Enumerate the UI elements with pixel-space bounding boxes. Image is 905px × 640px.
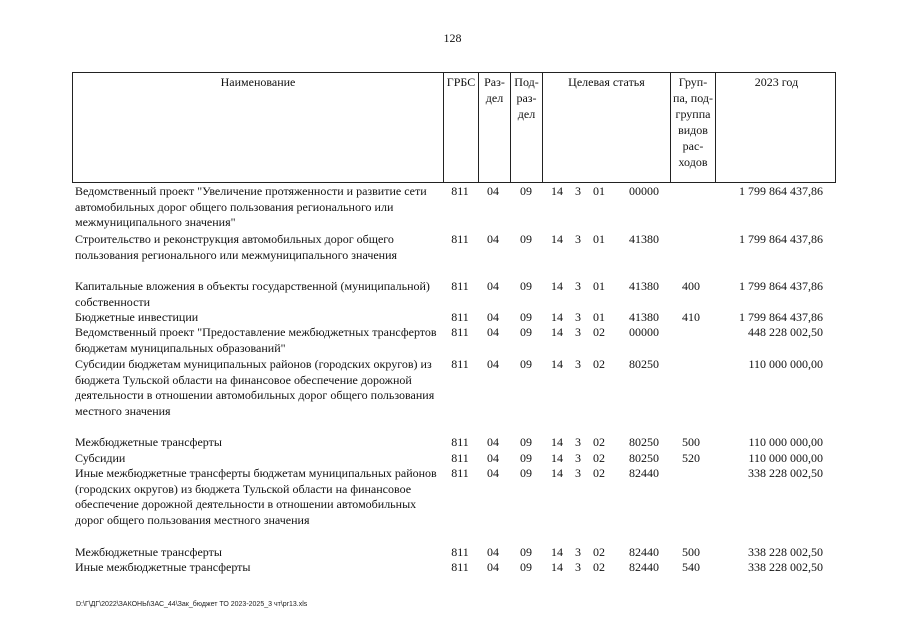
row-name: Бюджетные инвестиции (75, 310, 199, 324)
row-grbs: 811 (451, 435, 469, 449)
row-razdel: 04 (487, 466, 499, 480)
row-razdel: 04 (487, 357, 499, 371)
row-grbs: 811 (451, 357, 469, 371)
row-sum: 338 228 002,50 (748, 560, 823, 574)
row-razdel: 04 (487, 310, 499, 324)
row-group: 540 (682, 560, 700, 574)
row-group: 400 (682, 279, 700, 293)
row-razdel: 04 (487, 279, 499, 293)
row-group: 410 (682, 310, 700, 324)
header-razdel (478, 73, 510, 182)
header-target: Целевая статья (542, 73, 670, 182)
row-razdel: 04 (487, 435, 499, 449)
row-grbs: 811 (451, 310, 469, 324)
row-podrazdel: 09 (520, 279, 532, 293)
row-target-3: 02 (593, 545, 605, 559)
row-target-2: 3 (575, 466, 581, 480)
row-grbs: 811 (451, 325, 469, 339)
header-podrazdel (510, 73, 542, 182)
row-target-4: 80250 (629, 435, 659, 449)
row-target-2: 3 (575, 325, 581, 339)
row-target-3: 01 (593, 310, 605, 324)
row-podrazdel: 09 (520, 184, 532, 198)
row-sum: 110 000 000,00 (748, 451, 823, 465)
header-group-line-1: Груп- (678, 75, 708, 89)
header-grbs: ГРБС (443, 73, 478, 182)
header-group-line-5: рас- (682, 139, 704, 153)
row-target-4: 80250 (629, 451, 659, 465)
row-target-4: 82440 (629, 560, 659, 574)
row-podrazdel: 09 (520, 232, 532, 246)
row-group: 520 (682, 451, 700, 465)
row-razdel: 04 (487, 232, 499, 246)
row-grbs: 811 (451, 184, 469, 198)
row-podrazdel: 09 (520, 357, 532, 371)
row-podrazdel: 09 (520, 545, 532, 559)
row-target-2: 3 (575, 357, 581, 371)
row-target-2: 3 (575, 545, 581, 559)
row-sum: 448 228 002,50 (748, 325, 823, 339)
row-target-3: 02 (593, 325, 605, 339)
row-target-2: 3 (575, 279, 581, 293)
row-name: Субсидии бюджетам муниципальных районов (городских округов) из бюджета Тульской области на финансовое обеспечение дорожной деятельности в отношении автомобильных дорог общего пользования местного значения (75, 357, 435, 418)
row-target-2: 3 (575, 435, 581, 449)
row-target-4: 00000 (629, 325, 659, 339)
row-target-4: 82440 (629, 466, 659, 480)
row-target-1: 14 (551, 310, 563, 324)
row-target-4: 80250 (629, 357, 659, 371)
row-sum: 1 799 864 437,86 (739, 232, 823, 246)
row-target-3: 01 (593, 232, 605, 246)
header-group-line-3: группа (675, 107, 711, 121)
row-name: Иные межбюджетные трансферты (75, 560, 251, 574)
row-target-3: 02 (593, 357, 605, 371)
row-sum: 110 000 000,00 (748, 357, 823, 371)
row-grbs: 811 (451, 545, 469, 559)
row-grbs: 811 (451, 466, 469, 480)
row-name: Строительство и реконструкция автомобильных дорог общего пользования регионального или межмуниципального значения (75, 232, 398, 262)
header-group (670, 73, 715, 182)
header-podrazdel-line-2: раз- (516, 91, 537, 105)
row-razdel: 04 (487, 560, 499, 574)
row-podrazdel: 09 (520, 310, 532, 324)
row-target-1: 14 (551, 357, 563, 371)
row-grbs: 811 (451, 451, 469, 465)
row-target-4: 00000 (629, 184, 659, 198)
header-razdel-line-2: дел (485, 91, 504, 105)
row-target-3: 02 (593, 560, 605, 574)
row-razdel: 04 (487, 325, 499, 339)
row-target-1: 14 (551, 451, 563, 465)
row-name: Капитальные вложения в объекты государственной (муниципальной) собственности (75, 279, 430, 309)
page-number: 128 (443, 31, 462, 45)
row-sum: 1 799 864 437,86 (739, 184, 823, 198)
table-header (72, 72, 836, 183)
row-name: Субсидии (75, 451, 126, 465)
row-sum: 1 799 864 437,86 (739, 310, 823, 324)
file-path-footer: D:\Г\ДГ\2022\ЗАКОНЫ\ЗАС_44\Зак_бюджет ТО 2023-2025_3 чт\pr13.xls (76, 601, 308, 608)
row-target-1: 14 (551, 560, 563, 574)
row-target-1: 14 (551, 545, 563, 559)
row-target-3: 02 (593, 466, 605, 480)
row-target-1: 14 (551, 466, 563, 480)
row-group: 500 (682, 435, 700, 449)
row-razdel: 04 (487, 184, 499, 198)
row-target-4: 41380 (629, 232, 659, 246)
row-target-1: 14 (551, 279, 563, 293)
row-podrazdel: 09 (520, 325, 532, 339)
header-podrazdel-line-1: Под- (514, 75, 539, 89)
row-sum: 1 799 864 437,86 (739, 279, 823, 293)
row-grbs: 811 (451, 232, 469, 246)
row-target-3: 01 (593, 184, 605, 198)
row-name: Ведомственный проект "Увеличение протяженности и развитие сети автомобильных дорог общего пользования регионального или межмуниципального значения" (75, 184, 427, 229)
row-target-2: 3 (575, 451, 581, 465)
row-name: Межбюджетные трансферты (75, 545, 222, 559)
row-podrazdel: 09 (520, 560, 532, 574)
row-razdel: 04 (487, 451, 499, 465)
row-name: Иные межбюджетные трансферты бюджетам муниципальных районов (городских округов) из бюджета Тульской области на финансовое обеспечение дорожной деятельности в отношении автомобильных дорог общего пользования местного значения (75, 466, 437, 527)
header-group-line-2: па, под- (673, 91, 713, 105)
row-grbs: 811 (451, 560, 469, 574)
row-target-1: 14 (551, 184, 563, 198)
header-podrazdel-line-3: дел (517, 107, 536, 121)
row-podrazdel: 09 (520, 451, 532, 465)
row-podrazdel: 09 (520, 466, 532, 480)
row-sum: 338 228 002,50 (748, 466, 823, 480)
header-name: Наименование (220, 75, 296, 89)
header-razdel-line-1: Раз- (484, 75, 505, 89)
header-group-line-4: видов (678, 123, 708, 137)
row-name: Ведомственный проект "Предоставление межбюджетных трансфертов бюджетам муниципальных образований" (75, 325, 437, 355)
row-target-2: 3 (575, 560, 581, 574)
row-target-2: 3 (575, 184, 581, 198)
row-target-4: 41380 (629, 279, 659, 293)
row-name: Межбюджетные трансферты (75, 435, 222, 449)
row-target-3: 02 (593, 435, 605, 449)
row-group: 500 (682, 545, 700, 559)
row-target-4: 82440 (629, 545, 659, 559)
row-podrazdel: 09 (520, 435, 532, 449)
row-target-1: 14 (551, 435, 563, 449)
row-target-1: 14 (551, 232, 563, 246)
row-target-4: 41380 (629, 310, 659, 324)
header-year: 2023 год (715, 73, 837, 182)
row-target-1: 14 (551, 325, 563, 339)
row-razdel: 04 (487, 545, 499, 559)
row-grbs: 811 (451, 279, 469, 293)
header-group-line-6: ходов (678, 155, 708, 169)
row-target-2: 3 (575, 310, 581, 324)
row-target-3: 02 (593, 451, 605, 465)
row-target-3: 01 (593, 279, 605, 293)
row-target-2: 3 (575, 232, 581, 246)
row-sum: 110 000 000,00 (748, 435, 823, 449)
row-sum: 338 228 002,50 (748, 545, 823, 559)
